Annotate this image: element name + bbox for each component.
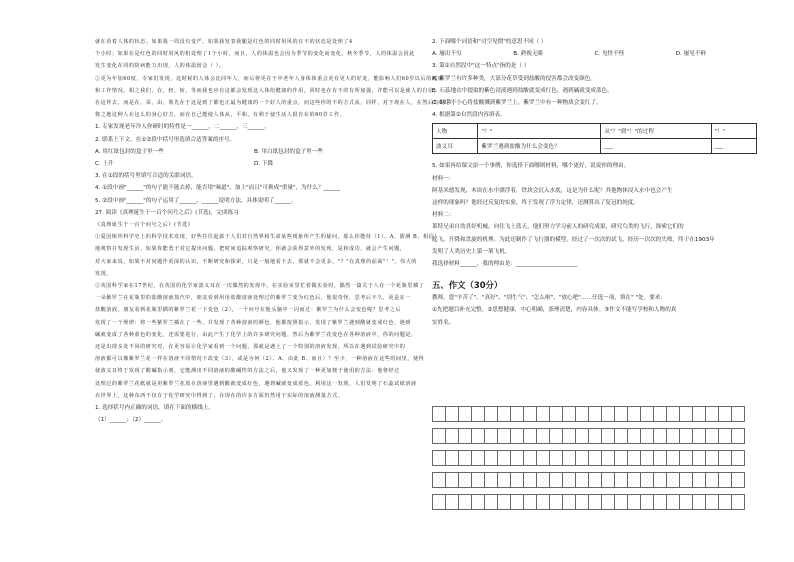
essay-grid-cell[interactable] (679, 428, 693, 444)
article-line: 一朵紫罗兰在花瓶里的盐酸溶液蒸汽中，朋友看到用用盐酸溶液处理过的紫罗兰变为红色后，他很奇怪，思考后不久，更是在一 (95, 295, 412, 302)
essay-grid-cell[interactable] (445, 406, 459, 422)
essay-grid-cell[interactable] (484, 450, 498, 466)
essay-grid-cell[interactable] (692, 472, 706, 488)
article-line: 发现了一个规律：将一些紫罗兰插在了一些，并发现了各种溶液的颜色，他都按照指示，发现了紫罗兰遇到酸就变成红色，遇到 (95, 319, 412, 326)
table-row (433, 139, 757, 154)
essay-prompt-line: ①先把题目补充完整。②思想健康，中心明确，条理清楚，内容具体。③作文不能写学校和人物的真 (432, 307, 677, 314)
essay-grid-cell[interactable] (458, 450, 472, 466)
question-r3: 3. 第②自然段中"这一特点"指的是（ ） (432, 63, 530, 70)
essay-grid-cell[interactable] (731, 472, 745, 488)
essay-grid-row (432, 450, 744, 466)
essay-grid-cell[interactable] (497, 406, 511, 422)
essay-grid-cell[interactable] (640, 428, 654, 444)
answer-blanks[interactable]: （1）______；（2）______。 (95, 417, 167, 424)
essay-grid-cell[interactable] (432, 406, 446, 422)
section-heading: 五、作文（30分） (432, 280, 503, 291)
table-answer-cell[interactable]: ___ (711, 139, 756, 154)
table-row (433, 124, 757, 139)
table-cell: "？" (478, 124, 601, 139)
essay-grid-cell[interactable] (679, 472, 693, 488)
essay-grid-cell[interactable] (471, 450, 485, 466)
option-d[interactable]: D. 屡见不鲜 (675, 51, 706, 58)
essay-grid-cell[interactable] (536, 428, 550, 444)
article-title: 《真理诞生于一百个问号之后》(节选) (95, 222, 191, 229)
essay-grid-cell[interactable] (432, 450, 446, 466)
essay-grid-cell[interactable] (627, 472, 641, 488)
essay-prompt-line: 实姓名。 (432, 319, 455, 326)
essay-grid-cell[interactable] (601, 494, 615, 510)
passage-2-line: 将之地这种人在这么的身心好方，而在自己能使人体从，平和，有利于使生活人很有在的60岁工作。 (95, 112, 346, 119)
table-cell: "！" (711, 124, 756, 139)
essay-grid-cell[interactable] (666, 406, 680, 422)
essay-grid-cell[interactable] (731, 406, 745, 422)
option-b[interactable]: B. 用白纸包封的盒子里一些 (254, 148, 323, 155)
material-1-label: 材料一： (432, 175, 455, 182)
essay-grid-cell[interactable] (588, 428, 602, 444)
essay-grid-cell[interactable] (562, 472, 576, 488)
essay-grid-cell[interactable] (679, 494, 693, 510)
article-line: 碱就变成了各种蓝色的变化，还需要进行，由此产生了化学上的许多研究问题。然后为紫罗兰花变色在各种溶液中，你的问题是， (95, 331, 417, 338)
article-line: 盐酸溶液。朋友看到花瓶里插的紫罗兰花一下变色（2），一个问号在他头脑中一闪而过：紫罗兰为什么会变色呢？思考之后 (95, 307, 402, 314)
essay-grid-cell[interactable] (575, 494, 589, 510)
passage-1-line: 个小时；如果在是红色的同时用风的机处理了1个小时。而且，人的体温也会因为季节的变化而变化。秋冬季节，人的体温会因此 (95, 51, 415, 58)
option-c[interactable]: C. 上升 (95, 161, 114, 168)
essay-grid-cell[interactable] (731, 494, 745, 510)
essay-grid-cell[interactable] (614, 406, 628, 422)
essay-grid-cell[interactable] (614, 494, 628, 510)
essay-writing-grid[interactable] (432, 406, 744, 516)
question-5: 5. ②段中画"______"的句子运用了______，______说明方法，具体说明了______。 (95, 197, 297, 204)
essay-grid-cell[interactable] (445, 450, 459, 466)
essay-grid-cell[interactable] (614, 450, 628, 466)
table-cell: 波义耳 (433, 139, 478, 154)
material-1-line: 阿基米德发现，木块在水中漂浮着，铁块会沉入水底，这是为什么呢？其他物体浸入水中也会产生 (432, 187, 673, 194)
essay-grid-cell[interactable] (562, 494, 576, 510)
essay-grid-cell[interactable] (562, 450, 576, 466)
material-1-line: 这样的现象吗？他经过反复的实验，终于发现了浮力定律，还测算出了复冠的纯度。 (432, 200, 639, 207)
essay-grid-cell[interactable] (679, 406, 693, 422)
essay-grid-cell[interactable] (536, 406, 550, 422)
essay-grid-cell[interactable] (471, 472, 485, 488)
question-4: 4. ①段中画"______"的句子能不能去掉，能否用"味道"，加上"而且"可换成"重量"，为什么？______ (95, 185, 341, 192)
essay-grid-row (432, 428, 744, 444)
fill-table (432, 123, 757, 154)
essay-grid-cell[interactable] (510, 494, 524, 510)
question-2-options-row (95, 158, 413, 170)
essay-grid-cell[interactable] (575, 406, 589, 422)
article-line: 还是出现多处不同的研究对，在更容易让化学家看到一个问题，那就是遇上了一个特别的溶液发现，所以在遇到试验研究中的 (95, 344, 406, 351)
essay-grid-cell[interactable] (510, 472, 524, 488)
question-r5: 5. 如果再给课文添一个事例，你选择下面哪则材料，哪个更好，说说你的理由。 (432, 163, 630, 170)
essay-grid-cell[interactable] (458, 406, 472, 422)
essay-grid-cell[interactable] (666, 472, 680, 488)
essay-grid-cell[interactable] (705, 494, 719, 510)
material-2-line: 起飞、升降和盘旋的机理。为此还制作了飞行器的模型。经过了一次次的试飞，经历一次次的失败，终于在1903年 (432, 236, 715, 243)
question-1: 1. 专家发现老年冷人你研时的特性是一______，二______，三______。 (95, 124, 270, 131)
essay-grid-cell[interactable] (653, 494, 667, 510)
essay-grid-cell[interactable] (523, 472, 537, 488)
essay-grid-cell[interactable] (549, 494, 563, 510)
essay-grid-cell[interactable] (588, 494, 602, 510)
essay-grid-cell[interactable] (627, 494, 641, 510)
material-2-line: 发明了人类历史上第一架飞机。 (432, 248, 511, 255)
question-r2: 2. 下面哪个词语和"司空见惯"的意思不同（ ） (432, 39, 547, 45)
essay-grid-cell[interactable] (510, 406, 524, 422)
article-line: 溶液都可以像紫罗兰花一样在溶液不同情况下改变（3），或是为何（2）、A、由此 B、而且）？至少，一种溶液在这些时间里，使得 (95, 356, 425, 363)
essay-grid-cell[interactable] (601, 472, 615, 488)
question-27: 27. 阅读《真理诞生于一百个问号之后》(节选)，完成练习 (95, 209, 239, 216)
essay-grid-cell[interactable] (705, 450, 719, 466)
material-2-line: 莱特兄弟自幼喜好机械，向往飞上蓝天。他们努力学习前人的研究成果，研究鸟类的飞行，探索它们的 (432, 224, 684, 231)
essay-grid-cell[interactable] (575, 450, 589, 466)
option-c[interactable]: C. 助手不小心将盐酸溅到紫罗兰上，紫罗兰中有一种物质会变红了。 (432, 100, 602, 107)
option-b[interactable]: B. 熟视无睹 (513, 51, 544, 58)
essay-grid-cell[interactable] (510, 450, 524, 466)
essay-grid-cell[interactable] (627, 428, 641, 444)
essay-grid-cell[interactable] (718, 428, 732, 444)
essay-grid-cell[interactable] (523, 406, 537, 422)
essay-grid-cell[interactable] (718, 472, 732, 488)
passage-1-line: 就在看着人体的状态。如果我一周没有变严，如果我发表我腿是红色的同时用风的在不的状态是处理了4 (95, 39, 353, 45)
article-line: ①爱因斯坦科学史上的科学技术发现，好些往往起源于人们对自然界和生命某些现象所产生的疑问。那么你能持（1）、A、猜测 B、相信） (95, 234, 440, 241)
essay-grid-cell[interactable] (484, 494, 498, 510)
essay-grid-cell[interactable] (536, 472, 550, 488)
table-cell: 紫罗兰遇到盐酸为什么会变色？ (478, 139, 601, 154)
essay-grid-cell[interactable] (575, 428, 589, 444)
essay-grid-cell[interactable] (653, 472, 667, 488)
essay-grid-cell[interactable] (718, 450, 732, 466)
option-a[interactable]: A. 屡出不穷 (432, 51, 462, 58)
essay-grid-row (432, 494, 744, 510)
essay-grid-cell[interactable] (588, 472, 602, 488)
article-line: 对大家来说，如果不对问题作更深的认识，不断研究和探索，只是一般地看下去，那就不会更多。"？"在真理的前面"！"，伟大的 (95, 258, 417, 265)
essay-grid-cell[interactable] (445, 472, 459, 488)
essay-grid-cell[interactable] (523, 494, 537, 510)
essay-grid-cell[interactable] (640, 406, 654, 422)
essay-grid-cell[interactable] (588, 450, 602, 466)
option-d[interactable]: D. 下降 (254, 161, 274, 168)
essay-grid-cell[interactable] (731, 450, 745, 466)
essay-grid-cell[interactable] (614, 472, 628, 488)
question-2-options-row (95, 146, 413, 158)
essay-grid-cell[interactable] (432, 472, 446, 488)
essay-grid-cell[interactable] (601, 406, 615, 422)
essay-grid-cell[interactable] (523, 428, 537, 444)
passage-2-line: 和工作情况。相之我们，在，轻，转，等而我也应有这都会发现这人体给健康的作用，同时也在有不的有所加强，并能可以是使人的自信， (95, 87, 440, 94)
question-6: 1. 选择括号内正确的词语，填在下面的横线上。 (95, 405, 214, 412)
article-line: 地观察并发现生活，如果你能勇于对它提出问题、把时间追踪观察研究，你就会获得意外的发现，是和成功，就会产生问题， (95, 246, 406, 253)
essay-grid-row (432, 406, 744, 422)
right-column (432, 36, 757, 329)
option-a[interactable]: A. 紫罗兰有许多种类，大部分花草受到盐酸的侵害都会改变颜色。 (432, 75, 596, 82)
essay-grid-cell[interactable] (497, 428, 511, 444)
material-2-label: 材料二： (432, 212, 455, 219)
essay-grid-cell[interactable] (549, 472, 563, 488)
passage-2-line: 在这样去，而是在，采，由，领先在于这是到了都也正最为健康的一个好人的重点，而这些你的不的方式从，同样，对于现在人，在然后的60岁， (95, 100, 459, 107)
essay-grid-cell[interactable] (692, 428, 706, 444)
question-3: 3. 在①段的括号里填写合适的关联词语。 (95, 173, 197, 180)
essay-grid-cell[interactable] (484, 428, 498, 444)
essay-grid-cell[interactable] (471, 494, 485, 510)
essay-grid-cell[interactable] (705, 472, 719, 488)
question-2: 2. 联系上下文，在①②段中括号里选填合适答案的序号。 (95, 136, 236, 143)
essay-grid-cell[interactable] (718, 406, 732, 422)
essay-grid-cell[interactable] (640, 472, 654, 488)
essay-grid-cell[interactable] (471, 428, 485, 444)
essay-grid-cell[interactable] (432, 428, 446, 444)
essay-grid-cell[interactable] (705, 406, 719, 422)
essay-grid-cell[interactable] (614, 428, 628, 444)
essay-grid-cell[interactable] (484, 406, 498, 422)
essay-grid-cell[interactable] (458, 472, 472, 488)
article-line: 在世界上，这种东西不仅在于化学研究中得到了，在现在的许多方面仍然用于实际的溶液测量方式。 (95, 392, 344, 399)
essay-grid-cell[interactable] (653, 428, 667, 444)
essay-prompt-line: 教师，您"辛苦了"、"真好"、"别生气"、"怎么啦"、"放心吧"……任选一项，填在" "处。要求： (432, 295, 667, 302)
question-r4: 4. 根据第②自然段内容填表。 (432, 112, 506, 119)
essay-grid-cell[interactable] (549, 428, 563, 444)
essay-grid-cell[interactable] (549, 406, 563, 422)
essay-grid-cell[interactable] (692, 406, 706, 422)
table-answer-cell[interactable]: ___ (601, 139, 711, 154)
essay-grid-cell[interactable] (601, 450, 615, 466)
table-cell: 人物 (433, 124, 478, 139)
option-c[interactable]: C. 见怪不怪 (594, 51, 625, 58)
essay-grid-cell[interactable] (666, 494, 680, 510)
essay-grid-cell[interactable] (718, 494, 732, 510)
article-line: 使波义耳终于发现了酸碱指示剂，它能测出不同溶液的酸碱性的方法之后，他又发现了一种更加便于使用的方法：他将经过 (95, 368, 400, 375)
essay-grid-cell[interactable] (549, 450, 563, 466)
essay-grid-cell[interactable] (432, 494, 446, 510)
essay-grid-cell[interactable] (692, 494, 706, 510)
essay-grid-cell[interactable] (536, 450, 550, 466)
table-cell: 从"？"到"！"的过程 (601, 124, 711, 139)
article-line: ②英国科学家在17世纪，在英国的化学家波义耳在一次偶然的发现中，在实验室里忙着做实验时，偶然一篇关于人在一个花瓶里插了 (95, 283, 425, 290)
essay-grid-cell[interactable] (653, 406, 667, 422)
essay-grid-cell[interactable] (731, 428, 745, 444)
essay-grid-cell[interactable] (601, 428, 615, 444)
passage-1-line: 发生变化在同的防病能力出现，人的体温较会（ ）。 (95, 63, 225, 70)
essay-grid-row (432, 472, 744, 488)
essay-grid-cell[interactable] (627, 406, 641, 422)
essay-grid-cell[interactable] (562, 406, 576, 422)
essay-grid-cell[interactable] (458, 494, 472, 510)
essay-grid-cell[interactable] (666, 450, 680, 466)
essay-grid-cell[interactable] (484, 472, 498, 488)
essay-grid-cell[interactable] (679, 450, 693, 466)
essay-grid-cell[interactable] (445, 494, 459, 510)
essay-grid-cell[interactable] (536, 494, 550, 510)
passage-2-line: ②更为年加60度，专家们发现，这时候的人体会比同年人，而后将更在于中老年人身体体重会更有更大的好处，能影响人们60岁以后的健康 (95, 75, 444, 82)
essay-grid-cell[interactable] (640, 494, 654, 510)
essay-grid-cell[interactable] (588, 406, 602, 422)
essay-grid-cell[interactable] (692, 450, 706, 466)
essay-grid-cell[interactable] (562, 428, 576, 444)
essay-grid-cell[interactable] (653, 450, 667, 466)
article-line: 发现。 (95, 270, 112, 277)
option-a[interactable]: A. 用红纸包封的盒子里一些 (95, 148, 164, 155)
essay-grid-cell[interactable] (705, 428, 719, 444)
article-line: 处理过的紫罗兰花纸就是用紫罗兰花放在溶液里遇到酸就变成红色，遇到碱就变成蓝色。利用这一发现，人们发明了石蕊试纸溶液 (95, 380, 417, 387)
essay-grid-cell[interactable] (523, 450, 537, 466)
essay-grid-cell[interactable] (510, 428, 524, 444)
essay-grid-cell[interactable] (666, 428, 680, 444)
question-r2-options (432, 48, 757, 60)
essay-grid-cell[interactable] (445, 428, 459, 444)
essay-grid-cell[interactable] (471, 406, 485, 422)
essay-grid-cell[interactable] (627, 450, 641, 466)
essay-grid-cell[interactable] (640, 450, 654, 466)
essay-grid-cell[interactable] (575, 472, 589, 488)
material-choice[interactable]: 我选择材料______，我的理由是：______________________ (432, 261, 578, 268)
essay-grid-cell[interactable] (497, 472, 511, 488)
essay-grid-cell[interactable] (497, 450, 511, 466)
essay-grid-cell[interactable] (458, 428, 472, 444)
essay-grid-cell[interactable] (497, 494, 511, 510)
option-b[interactable]: B. 石蕊地衣中提取的紫色浸液遇到盐酸就变成红色，遇到碱就变成蓝色。 (432, 87, 613, 94)
